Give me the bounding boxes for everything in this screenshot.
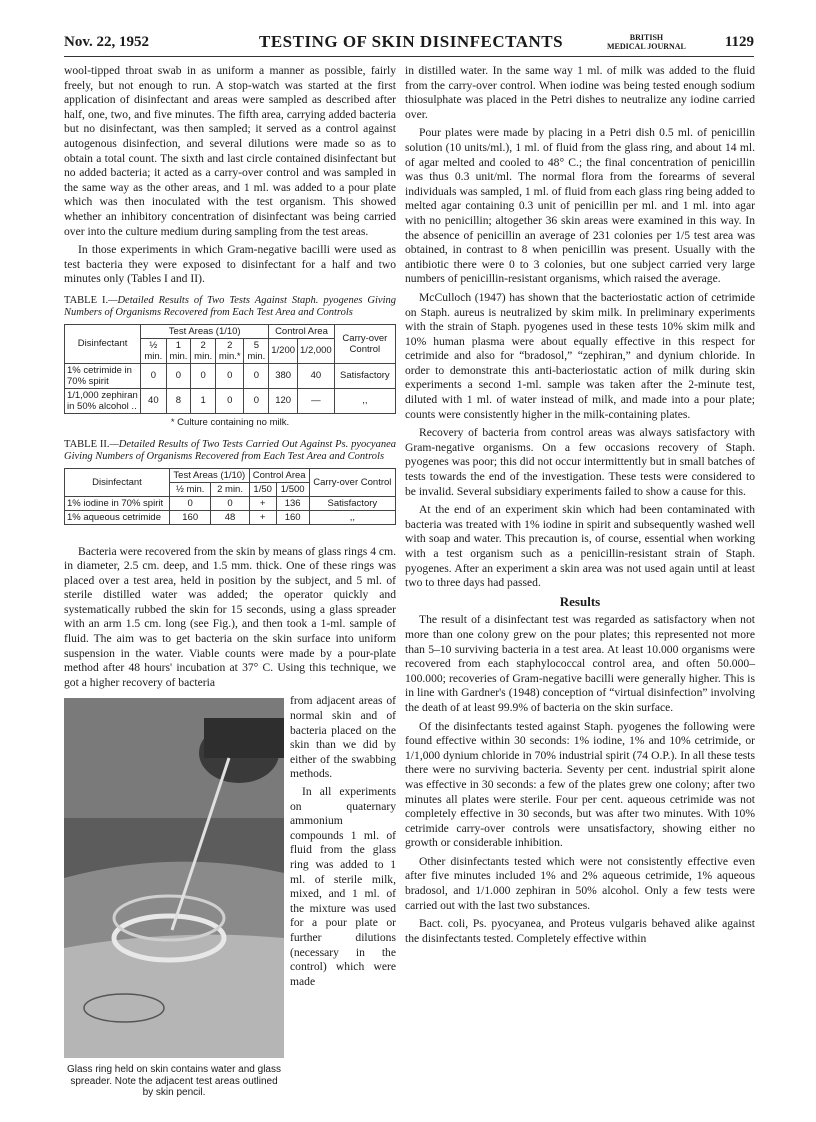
- journal-name: [607, 33, 686, 51]
- right-column: [405, 64, 755, 950]
- issue-date: Nov. 22, 1952: [64, 34, 150, 50]
- table-cell: 0: [216, 363, 244, 388]
- table1-footnote: * Culture containing no milk.: [170, 416, 290, 428]
- paragraph: In those experiments in which Gram-negative bacilli were used as test bacteria they were exposed to disinfectant for a half and two minutes only (Tables I and II).: [64, 243, 396, 286]
- table-cell: Satisfactory: [334, 363, 395, 388]
- table1-subheader: 1/200: [269, 338, 298, 363]
- table2-header-control: Control Area: [249, 468, 309, 482]
- table-cell: —: [298, 388, 335, 413]
- table-cell: +: [249, 496, 276, 510]
- table1-subheader: ½ min.: [141, 338, 166, 363]
- paragraph: McCulloch (1947) has shown that the bacteriostatic action of cetrimide on Staph. aureus is neutralized by skim milk. In preliminary experiments with the strain of Staph. pyogenes used in these tests 10% skim milk and 10% human plasma were about equally effective in this respect for cetrimide and also for “bradosol,” “zephiran,” and dynium chloride. In order to demonstrate this anti-bacteriostatic action of milk during skin experiments a second 1-ml. sample was taken after the 2-minute test, diluted with 1 ml. of water instead of milk, and made into a pour plate; counts were consistently higher in the milk-containing plates.: [405, 290, 755, 421]
- table-cell: 0: [166, 363, 191, 388]
- paragraph: At the end of an experiment skin which had been contaminated with bacteria was treated with 1% iodine in spirit and subsequently washed well with soap and water. This precaution is, of course, essential when working with a test organism such as a penicillin-resistant strain of Staph. pyogenes. After an experiment a skin area was not used again until at least two to three days had passed.: [405, 503, 755, 590]
- table-row: [65, 510, 396, 524]
- header-rule: [64, 56, 754, 57]
- paragraph: Bacteria were recovered from the skin by means of glass rings 4 cm. in diameter, 2.5 cm. deep, and 1.5 mm. thick. One of these rings was placed over a test area, held in position by the subject, and 5 ml. of sterile distilled water was added; the operator quickly and systematically rubbed the skin for 15 seconds, using a glass spreader with an arm 1.5 cm. long (see Fig.), and then took a 1-ml. sample of fluid. The aim was to get bacteria on the skin surface into uniform suspension in the water. Viable counts were made by a pour-plate method after 48 hours' incubation at 37° C. Using this technique, we got a higher recovery of bacteria: [64, 544, 396, 689]
- paragraph: from adjacent areas of normal skin and of bacteria placed on the skin than we did by either of the swabbing methods.: [290, 694, 396, 781]
- table-cell: 0: [216, 388, 244, 413]
- paragraph: Pour plates were made by placing in a Petri dish 0.5 ml. of penicillin solution (10 units/ml.), 1 ml. of fluid from the glass ring, and about 14 ml. of agar melted and cooled to 48° C.; the final concentration of penicillin was thus 0.3 unit/ml. The normal flora from the forearms of several individuals was sampled, 1 ml. of fluid from each glass ring being added to melted agar containing 0.3 unit of penicillin per ml. and 1 ml. into agar with no penicillin; altogether 36 skin areas were examined in this way. In the absence of penicillin an average of 231 colonies per 1/5 test area was obtained, in contrast to 8 when penicillin was present. Usually with the antibiotic there were 0 to 3 colonies, but one subject carried very large numbers of penicillin-resistant organisms, which raised the average.: [405, 126, 755, 286]
- table1-header-disinfectant: Disinfectant: [65, 324, 141, 363]
- table-cell: 0: [169, 496, 210, 510]
- figure-block: [64, 694, 396, 1122]
- table1-label: TABLE I.: [64, 294, 109, 306]
- paragraph: Recovery of bacteria from control areas was always satisfactory with Gram-negative organisms. On a few occasions recovery of Staph. pyogenes was poor; this did not occur intermittently but in small batches of tests towards the end of the investigation. These tests were considered to be invalid. Several subsidiary experiments failed to show a cause for this.: [405, 426, 755, 498]
- figure-caption: Glass ring held on skin contains water and glass spreader. Note the adjacent test areas outlined by skin pencil.: [66, 1064, 281, 1099]
- paragraph: Other disinfectants tested which were not consistently effective even after five minutes included 1% and 2% aqueous cetrimide, 1% aqueous bradosol, and 1/1.000 zephiran in 50% alcohol. Only a few tests were carried out with the last two substances.: [405, 854, 755, 912]
- paragraph: Bact. coli, Ps. pyocyanea, and Proteus vulgaris behaved alike against the disinfectants tested. Completely effective within: [405, 917, 755, 945]
- table1-header-test: Test Areas (1/10): [141, 324, 269, 338]
- table1-subheader: 5 min.: [244, 338, 269, 363]
- table1-header-control: Control Area: [269, 324, 334, 338]
- table2-row-name: 1% iodine in 70% spirit: [65, 496, 170, 510]
- page-number: 1129: [724, 34, 754, 50]
- glass-ring-photo: [64, 698, 284, 1058]
- table1-caption-text: —Detailed Results of Two Tests Against Staph. pyogenes Giving Numbers of Organisms Recovered from Each Test Area and Controls: [64, 294, 397, 319]
- table1-row-name: 1% cetrimide in 70% spirit: [65, 363, 141, 388]
- table-cell: 48: [211, 510, 249, 524]
- table2-header-carry: Carry-over Control: [309, 468, 395, 496]
- paragraph: in distilled water. In the same way 1 ml. of milk was added to the fluid from the carry-over control. When iodine was being tested enough sodium thiosulphate was placed in the Petri dishes to neutralize any iodine carried over.: [405, 64, 755, 121]
- table2-caption-text: —Detailed Results of Two Tests Carried Out Against Ps. pyocyanea Giving Numbers of Organisms Recovered from Each Test Area and Controls: [64, 438, 396, 462]
- table2-label: TABLE II.: [64, 438, 110, 450]
- table1-caption: [64, 295, 396, 320]
- table-cell: +: [249, 510, 276, 524]
- table-cell: 136: [276, 496, 309, 510]
- paragraph: wool-tipped throat swab in as uniform a manner as possible, fairly freely, but not enough to run. A stop-watch was started at the first application of disinfectant and areas were sampled as described after half, one, two, and five minutes. The fifth area, carrying added bacteria but no disinfectant, was then sampled; it served as a control against autogenous disinfection, and several dilutions were made so as to obtain a total count. The sixth and last circle contained disinfectant but no added bacteria; it acted as a carry-over control and was sampled in the same way as the other areas, and 1 ml. was added to a pour plate which was then inoculated with the test organism. This showed whether an inhibitory concentration of disinfectant was being carried over into the culture medium during sampling from the test areas.: [64, 64, 396, 238]
- left-column: [64, 64, 396, 1122]
- table-cell: 0: [191, 363, 216, 388]
- figure-side-text: [290, 694, 396, 992]
- table-cell: 380: [269, 363, 298, 388]
- table1-subheader: 1 min.: [166, 338, 191, 363]
- table-row: [65, 388, 396, 413]
- table1-row-name: 1/1,000 zephiran in 50% alcohol ..: [65, 388, 141, 413]
- paragraph: The result of a disinfectant test was regarded as satisfactory when not more than one colony grew on the pour plates; this represented not more than 5–10 surviving bacteria in a test area. At least 10.000 organisms were recovered from each staphylococcal control area, and often 50.000–100.000; recoveries of Gram-negative bacilli were generally higher. This is in line with Gardner's (1948) conception of “virtual disinfection” involving the death of at least 99.9% of bacteria on the skin surface.: [405, 613, 755, 714]
- table2-row-name: 1% aqueous cetrimide: [65, 510, 170, 524]
- table-cell: 40: [298, 363, 335, 388]
- table-row: [65, 363, 396, 388]
- section-heading: Results: [559, 593, 601, 609]
- table1-subheader: 2 min.: [191, 338, 216, 363]
- table-cell: Satisfactory: [309, 496, 395, 510]
- table2: [64, 468, 396, 525]
- table2-subheader: 2 min.: [211, 482, 249, 496]
- table2-subheader: 1/500: [276, 482, 309, 496]
- table-cell: 0: [244, 388, 269, 413]
- table-row: [65, 496, 396, 510]
- table-cell: 0: [211, 496, 249, 510]
- table-cell: 0: [141, 363, 166, 388]
- table1: [64, 324, 396, 414]
- table2-header-disinfectant: Disinfectant: [65, 468, 170, 496]
- table2-caption: [64, 439, 396, 464]
- table-cell: 160: [169, 510, 210, 524]
- table2-header-test: Test Areas (1/10): [169, 468, 249, 482]
- table-cell: 8: [166, 388, 191, 413]
- page-header: [64, 30, 754, 58]
- table1-header-carry: Carry-over Control: [334, 324, 395, 363]
- journal-line-2: MEDICAL JOURNAL: [607, 42, 686, 51]
- table-cell: ,,: [309, 510, 395, 524]
- table-cell: 160: [276, 510, 309, 524]
- table-cell: 0: [244, 363, 269, 388]
- table2-subheader: ½ min.: [169, 482, 210, 496]
- table1-subheader: 1/2,000: [298, 338, 335, 363]
- table-cell: 40: [141, 388, 166, 413]
- running-title: TESTING OF SKIN DISINFECTANTS: [259, 32, 564, 51]
- paragraph: In all experiments on quaternary ammonium compounds 1 ml. of fluid from the glass ring was added to 1 ml. of sterile milk, mixed, and 1 ml. of the mixture was used for a pour plate or further dilutions (necessary in the control) which were made: [290, 785, 396, 988]
- figure-photo: [64, 698, 284, 1058]
- paragraph: Of the disinfectants tested against Staph. pyogenes the following were found effective within 30 seconds: 1% iodine, 1% and 10% cetrimide, or 1/1,000 dynium chloride in 70% industrial spirit (74 O.P.). In all these tests there were no surviving bacteria. Seventy per cent. industrial spirit alone was effective in 30 seconds: a few of the plates grew one colony; after two minutes all plates were sterile. Four per cent. aqueous cetrimide was not completely effective in 30 seconds, but was after two minutes. With 10% cetrimide carry-over controls were unsatisfactory, showing either no growth or considerable inhibition.: [405, 719, 755, 850]
- table-cell: ,,: [334, 388, 395, 413]
- journal-line-1: BRITISH: [629, 33, 664, 42]
- table-cell: 1: [191, 388, 216, 413]
- table-cell: 120: [269, 388, 298, 413]
- table1-subheader: 2 min.*: [216, 338, 244, 363]
- table2-subheader: 1/50: [249, 482, 276, 496]
